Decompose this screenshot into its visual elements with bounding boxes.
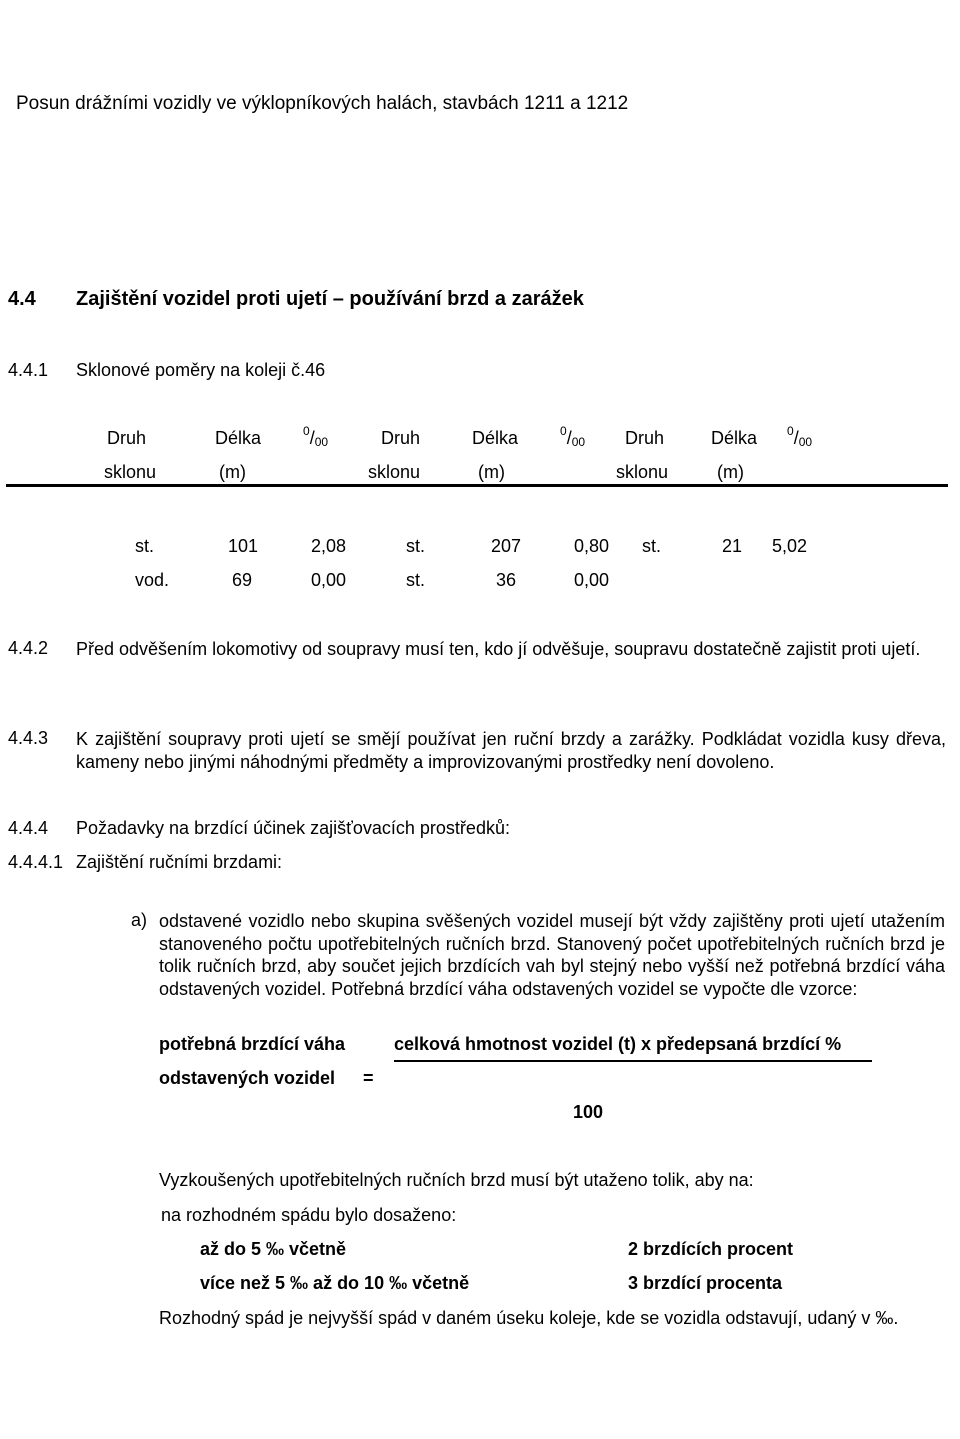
table-cell: 0,00 [311,570,347,590]
col-header-type-line2: sklonu [368,462,421,482]
col-header-length: Délka [472,428,519,448]
col-header-type: Druh [381,428,421,448]
table-cell: st. [135,536,155,556]
header-change: Změna 0 [842,86,917,107]
sub-442-number: 4.4.2 [8,638,49,658]
col-header-permille: $^0/_{00}$ [303,424,329,449]
col-header-length: Délka [215,428,262,448]
col-header-type: Druh [625,428,665,448]
tested-line2: na rozhodném spádu bylo dosaženo: [161,1205,457,1225]
table-cell: vod. [135,570,170,590]
table-cell: 207 [491,536,522,556]
table-cell: 5,02 [772,536,808,556]
formula-left-line2: odstavených vozidel [159,1068,336,1088]
header-doc-title: Posun drážními vozidly ve výklopníkových halách, stavbách 1211 a 1212 [16,93,629,114]
sub-444-text: Požadavky na brzdící účinek zajišťovacích prostředků: [76,818,510,838]
formula-left-line1: potřebná brzdící váha [159,1034,346,1054]
table-header-rule [6,484,948,487]
col-header-type: Druh [107,428,147,448]
section-number: 4.4 [8,288,36,310]
item-a-text: odstavené vozidlo nebo skupina svěšených vozidel musejí být vždy zajištěny proti ujetí utažením stanoveného počtu upotřebitelných ručních brzd. Stanovený počet upotřebitelných ručních brzd je tolik ručních brzd, aby součet jejich brzdících vah byl stejný nebo vyšší než potřebná brzdící váha odstavených vozidel. Potřebná brzdící váha odstavených vozidel se vypočte dle vzorce: [159,911,945,999]
header-page-label: Strana [842,0,898,19]
table-cell: 0,00 [574,570,610,590]
col-header-permille: $^0/_{00}$ [560,424,586,449]
table-cell: st. [406,570,426,590]
sub-443-number: 4.4.3 [8,728,49,748]
sub-442-text: Před odvěšením lokomotivy od soupravy musí ten, kdo jí odvěšuje, soupravu dostatečně zajistit proti ujetí. [76,639,921,659]
formula-equals: = [363,1068,374,1088]
table-cell: 36 [496,570,517,590]
fraction-line [394,1060,872,1062]
tested-line1: Vyzkoušených upotřebitelných ručních brzd musí být utaženo tolik, aby na: [159,1170,754,1190]
header-doc-code: PRP 34 [16,53,82,74]
sub-441-number: 4.4.1 [8,360,49,380]
table-cell: st. [642,536,662,556]
grade-result: 3 brzdící procenta [628,1273,783,1293]
sub-4441-text: Zajištění ručními brzdami: [76,852,283,872]
header-company: UNIPETROL DOPRAVA, s.r.o. [16,0,278,19]
sub-444-number: 4.4.4 [8,818,49,838]
table-cell: 101 [228,536,259,556]
formula-denominator: 100 [573,1102,604,1122]
footer-text: Jaroslav Dvořák – provozní ředitel UNIPETROL DOPRAVA, s.r.o. [100,1414,619,1434]
table-cell: 0,80 [574,536,610,556]
table-cell: 21 [722,536,743,556]
table-cell: 2,08 [311,536,347,556]
sub-443-text: K zajištění soupravy proti ujetí se smějí používat jen ruční brzdy a zarážky. Podkládat vozidla kusy dřeva, kameny nebo jinými náhodnými předměty a improvizovanými prostředky není dovoleno. [76,729,946,772]
decisive-grade-text: Rozhodný spád je nejvyšší spád v daném úseku koleje, kde se vozidla odstavují, udaný v ‰. [159,1308,899,1328]
grade-condition: více než 5 ‰ až do 10 ‰ včetně [200,1273,470,1293]
col-header-type-line2: sklonu [616,462,669,482]
table-cell: 69 [232,570,253,590]
header-page-value: 10/29 [842,22,890,43]
grade-result: 2 brzdících procent [628,1239,794,1259]
grade-condition: až do 5 ‰ včetně [200,1239,347,1259]
sub-4441-number: 4.4.4.1 [8,852,64,872]
col-header-type-line2: sklonu [104,462,157,482]
col-header-length-line2: (m) [219,462,246,482]
formula-numerator: celková hmotnost vozidel (t) x předepsaná brzdící % [394,1034,842,1054]
section-title: Zajištění vozidel proti ujetí – používání brzd a zarážek [76,288,584,310]
col-header-length-line2: (m) [717,462,744,482]
col-header-length: Délka [711,428,758,448]
header-edition: Vydání 3 [842,53,917,74]
item-a-marker: a) [131,910,148,930]
footer-label: Ověřil: [16,1414,69,1434]
table-cell: st. [406,536,426,556]
col-header-length-line2: (m) [478,462,505,482]
sub-441-text: Sklonové poměry na koleji č.46 [76,360,326,380]
col-header-permille: $^0/_{00}$ [787,424,813,449]
